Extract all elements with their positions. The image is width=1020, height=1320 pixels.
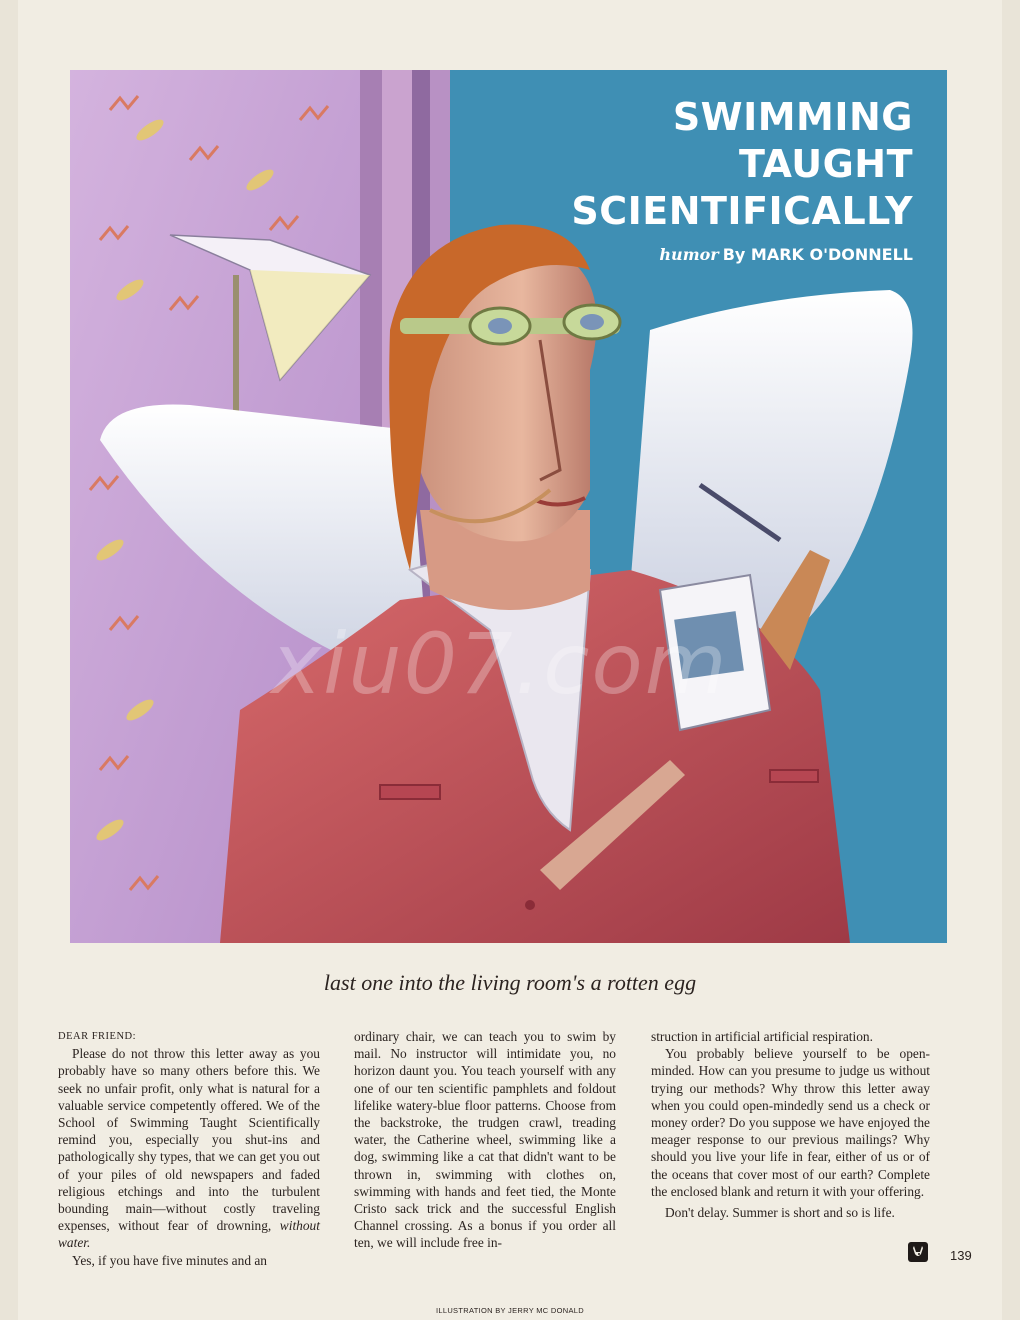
page-number: 139 — [950, 1248, 972, 1263]
body-paragraph: Yes, if you have five minutes and an — [72, 1252, 268, 1268]
illustration-credit: ILLUSTRATION BY JERRY MC DONALD — [436, 1306, 584, 1315]
body-paragraph: You probably believe yourself to be open-minded. How can you presume to judge us without trying our methods? Why throw this letter away when you could open-mindedly send us a check or money order? Do you suppose we have enjoyed the meager response to our previous mailings? Why should you live your life in fear, either of us or of the oceans that cover most of our earth? Complete the enclosed blank and return it with your offering. — [651, 1046, 930, 1199]
body-paragraph: Don't delay. Summer is short and so is life. — [665, 1205, 895, 1221]
body-paragraph — [58, 1045, 320, 1251]
article-title-block — [571, 94, 913, 264]
body-column-2 — [354, 1028, 616, 1252]
watermark: xiu07.com — [271, 615, 729, 713]
article-deck: last one into the living room's a rotten egg — [323, 970, 697, 995]
paragraph-text: Please do not throw this letter away as you probably have so many others before this. We seek no unfair profit, only what is natural for a valuable service competently offered. We of the School of Swimming Taught Scientifically remind you, especially you shut-ins and pathologically shy types, that we can get you out of your piles of old newspapers and faded religious etchings and into the turbulent bounding main—without costly traveling expenses, without fear of drowning, — [58, 1046, 320, 1234]
title-line-2: TAUGHT — [739, 142, 913, 186]
author-name: By MARK O'DONNELL — [722, 245, 913, 264]
salutation: DEAR FRIEND: — [58, 1031, 137, 1042]
byline — [571, 245, 913, 264]
body-column-1 — [58, 1028, 320, 1269]
title-line-3: SCIENTIFICALLY — [571, 189, 913, 233]
rabbit-head-icon — [908, 1242, 928, 1262]
magazine-page — [18, 0, 1002, 1320]
body-column-3 — [651, 1028, 930, 1221]
article-illustration — [70, 70, 947, 943]
body-paragraph: struction in artificial artificial respiration. — [651, 1029, 873, 1044]
title-line-1: SWIMMING — [672, 95, 913, 139]
body-paragraph: ordinary chair, we can teach you to swim by mail. No instructor will intimidate you, no horizon daunt you. You teach yourself with any one of our ten scientific pamphlets and foldout lifelike watery-blue floor patterns. Choose from the backstroke, the trudgen crawl, treading water, the Catherine wheel, swimming like a dog, swimming like a cat that didn't want to be thrown in, swimming with clothes on, swimming with hands and feet tied, the Monte Cristo sack trick and the successful English Channel crossing. As a bonus if you order all ten, we will include free in- — [354, 1029, 616, 1251]
category-label: humor — [659, 245, 719, 264]
emphasis-text: without water. — [58, 1218, 320, 1251]
